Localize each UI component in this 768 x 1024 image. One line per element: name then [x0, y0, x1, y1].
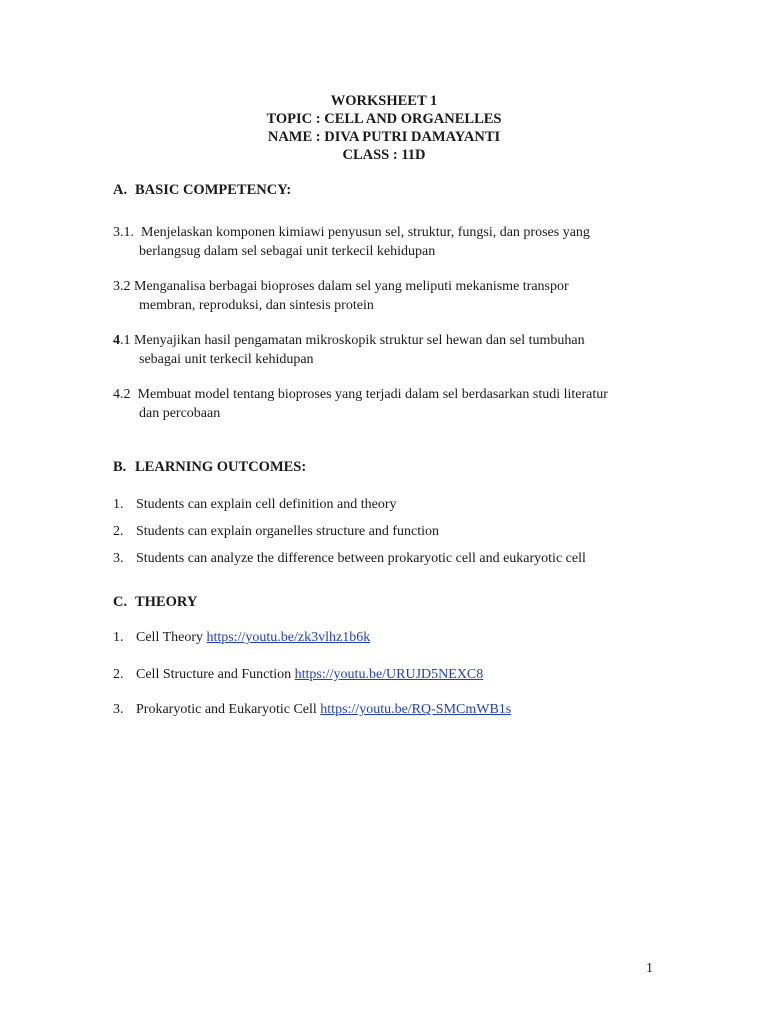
class-line: CLASS : 11D [342, 147, 426, 163]
learning-outcome-item [113, 495, 396, 514]
section-b-heading [113, 459, 306, 476]
theory-item [113, 700, 511, 719]
theory-item [113, 665, 483, 684]
competency-text: Membuat model tentang bioproses yang terjadi dalam sel berdasarkan studi literatur [137, 387, 608, 402]
list-number: 2. [113, 667, 124, 682]
worksheet-title: WORKSHEET 1 [330, 93, 438, 109]
worksheet-header [0, 92, 768, 164]
theory-label: Cell Theory [136, 630, 207, 645]
competency-number: 4.2 [113, 387, 131, 402]
competency-number: 3.1. [113, 225, 134, 240]
competency-text-continued: membran, reproduksi, dan sintesis protein [139, 298, 374, 313]
competency-item [113, 223, 673, 261]
section-a-heading [113, 182, 291, 199]
list-number: 3. [113, 551, 124, 566]
competency-text: Menjelaskan komponen kimiawi penyusun sel, struktur, fungsi, dan proses yang [141, 225, 590, 240]
section-b-title: LEARNING OUTCOMES: [135, 459, 307, 475]
learning-outcome-text: Students can analyze the difference between prokaryotic cell and eukaryotic cell [136, 551, 586, 566]
theory-item [113, 628, 370, 647]
competency-text: Menyajikan hasil pengamatan mikroskopik struktur sel hewan dan sel tumbuhan [134, 333, 585, 348]
theory-label: Cell Structure and Function [136, 667, 295, 682]
competency-item [113, 331, 673, 369]
competency-number-rest: .1 [120, 333, 131, 348]
cell-theory-video-link[interactable]: https://youtu.be/zk3vlhz1b6k [206, 630, 371, 645]
competency-item [113, 277, 673, 315]
cell-structure-video-link[interactable]: https://youtu.be/URUJD5NEXC8 [294, 667, 484, 682]
student-name-line: NAME : DIVA PUTRI DAMAYANTI [267, 129, 501, 145]
competency-text-continued: dan percobaan [139, 406, 221, 421]
competency-number-bold: 4 [113, 333, 120, 348]
learning-outcome-text: Students can explain cell definition and theory [136, 497, 397, 512]
learning-outcome-item [113, 522, 439, 541]
competency-text-continued: berlangsug dalam sel sebagai unit terkecil kehidupan [139, 244, 436, 259]
topic-line: TOPIC : CELL AND ORGANELLES [266, 111, 502, 127]
prokaryotic-eukaryotic-video-link[interactable]: https://youtu.be/RQ-SMCmWB1s [320, 702, 512, 717]
list-number: 2. [113, 524, 124, 539]
list-number: 3. [113, 702, 124, 717]
section-c-letter: C. [113, 594, 128, 610]
section-c-title: THEORY [135, 594, 198, 610]
list-number: 1. [113, 630, 124, 645]
competency-number: 3.2 [113, 279, 131, 294]
page-number: 1 [646, 961, 653, 976]
list-number: 1. [113, 497, 124, 512]
theory-label: Prokaryotic and Eukaryotic Cell [136, 702, 321, 717]
competency-text: Menganalisa berbagai bioproses dalam sel yang meliputi mekanisme transpor [134, 279, 569, 294]
learning-outcome-item [113, 549, 586, 568]
learning-outcome-text: Students can explain organelles structure and function [136, 524, 439, 539]
section-a-letter: A. [113, 182, 128, 198]
section-c-heading [113, 594, 197, 611]
section-a-title: BASIC COMPETENCY: [135, 182, 292, 198]
competency-item [113, 385, 673, 423]
competency-text-continued: sebagai unit terkecil kehidupan [139, 352, 314, 367]
section-b-letter: B. [113, 459, 127, 475]
